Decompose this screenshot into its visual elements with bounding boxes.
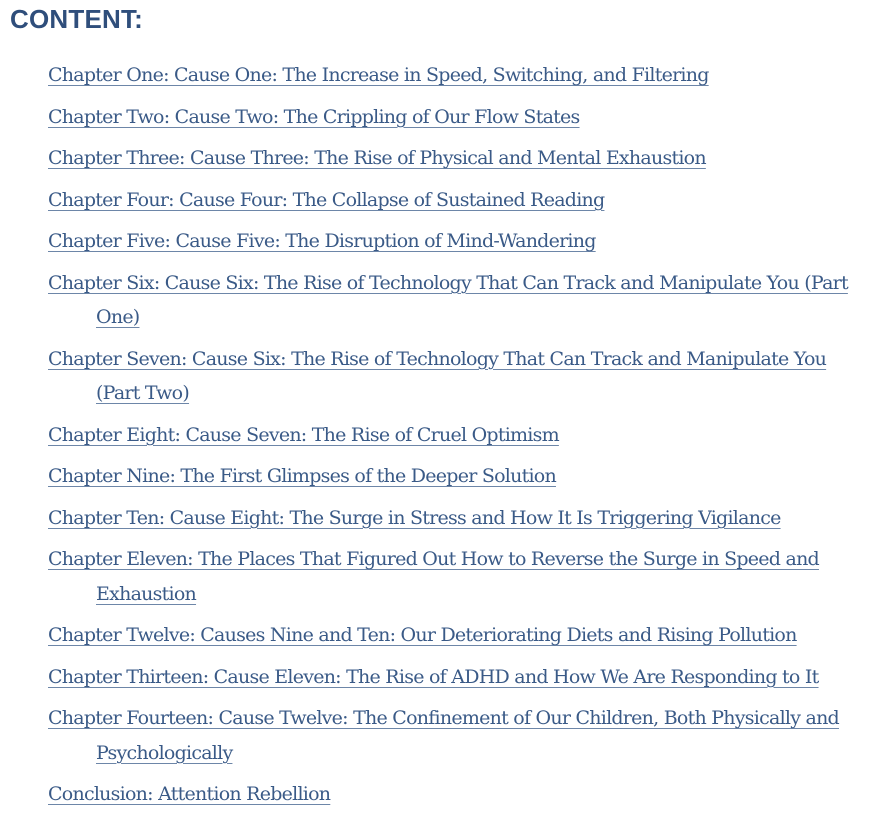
table-of-contents xyxy=(48,58,868,819)
toc-item xyxy=(48,266,868,335)
toc-item xyxy=(48,701,868,770)
toc-link-chapter-one[interactable]: Chapter One: Cause One: The Increase in Speed, Switching, and Filtering xyxy=(48,64,709,86)
toc-link-chapter-seven[interactable]: Chapter Seven: Cause Six: The Rise of Technology That Can Track and Manipulate You (Part Two) xyxy=(48,347,827,404)
toc-link-chapter-three[interactable]: Chapter Three: Cause Three: The Rise of Physical and Mental Exhaustion xyxy=(48,147,706,169)
toc-link-chapter-six[interactable]: Chapter Six: Cause Six: The Rise of Technology That Can Track and Manipulate You (Part One) xyxy=(48,271,848,328)
toc-link-chapter-nine[interactable]: Chapter Nine: The First Glimpses of the Deeper Solution xyxy=(48,465,556,487)
toc-link-chapter-four[interactable]: Chapter Four: Cause Four: The Collapse of Sustained Reading xyxy=(48,188,605,211)
toc-link-chapter-eleven[interactable]: Chapter Eleven: The Places That Figured Out How to Reverse the Surge in Speed and Exhaustion xyxy=(48,548,819,605)
toc-item xyxy=(48,542,868,611)
toc-link-conclusion[interactable]: Conclusion: Attention Rebellion xyxy=(48,783,331,805)
toc-item xyxy=(48,618,868,653)
toc-item xyxy=(48,342,868,411)
toc-link-chapter-thirteen[interactable]: Chapter Thirteen: Cause Eleven: The Rise of ADHD and How We Are Responding to It xyxy=(48,665,819,688)
toc-item xyxy=(48,777,868,812)
toc-item xyxy=(48,183,868,218)
toc-link-chapter-two[interactable]: Chapter Two: Cause Two: The Crippling of Our Flow States xyxy=(48,105,580,128)
toc-item xyxy=(48,58,868,93)
toc-item xyxy=(48,418,868,453)
toc-link-chapter-ten[interactable]: Chapter Ten: Cause Eight: The Surge in Stress and How It Is Triggering Vigilance xyxy=(48,506,781,529)
toc-item xyxy=(48,459,868,494)
toc-item xyxy=(48,660,868,695)
toc-item xyxy=(48,501,868,536)
toc-item xyxy=(48,100,868,135)
toc-item xyxy=(48,224,868,259)
toc-item xyxy=(48,141,868,176)
contents-heading: CONTENT: xyxy=(10,4,144,34)
toc-link-chapter-fourteen[interactable]: Chapter Fourteen: Cause Twelve: The Confinement of Our Children, Both Physically and Psychologically xyxy=(48,707,839,764)
toc-link-chapter-twelve[interactable]: Chapter Twelve: Causes Nine and Ten: Our Deteriorating Diets and Rising Pollution xyxy=(48,624,797,646)
toc-link-chapter-five[interactable]: Chapter Five: Cause Five: The Disruption of Mind-Wandering xyxy=(48,230,596,252)
toc-link-chapter-eight[interactable]: Chapter Eight: Cause Seven: The Rise of Cruel Optimism xyxy=(48,423,559,446)
